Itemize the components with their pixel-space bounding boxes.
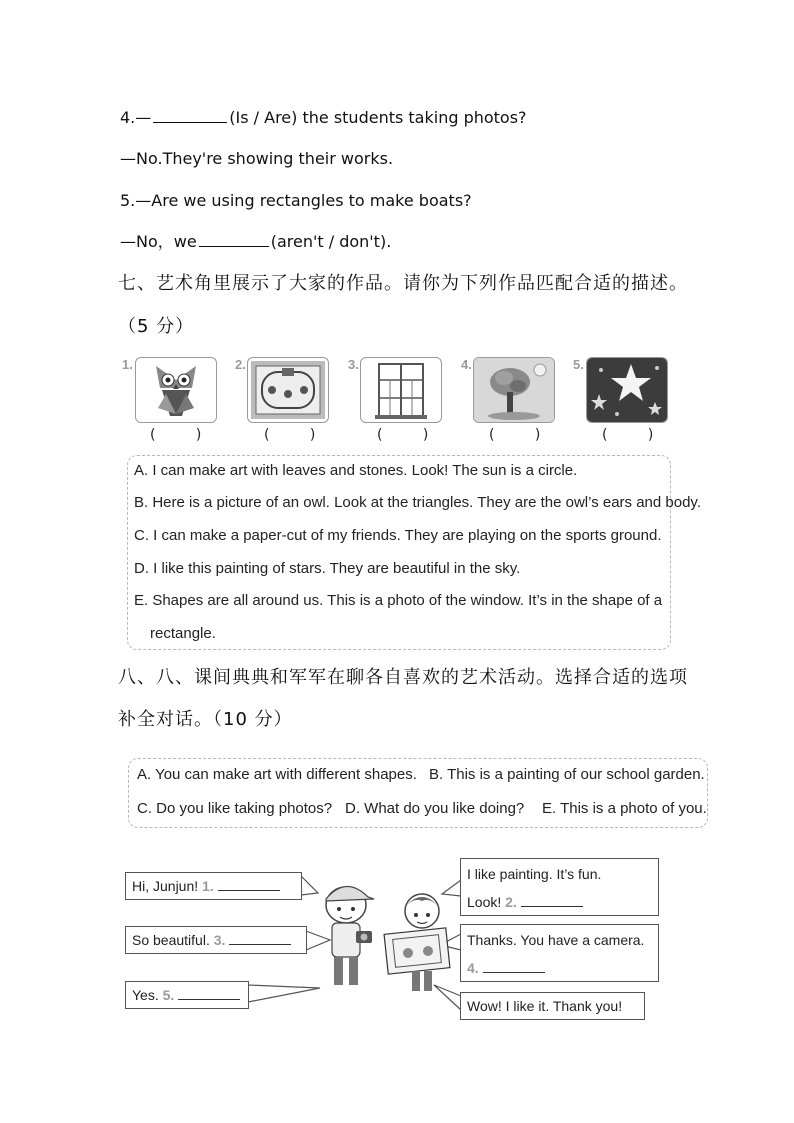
- speech-bubble-left-3: Yes. 5.: [125, 981, 249, 1009]
- question-5b: —No，we (aren't / don't).: [120, 232, 392, 251]
- dialogue-option-c: C. Do you like taking photos?: [137, 800, 333, 817]
- option-a: A. I can make art with leaves and stones. Look! The sun is a circle.: [134, 462, 578, 479]
- answer-parentheses[interactable]: ( ): [489, 427, 559, 443]
- section-7-score: （5 分）: [118, 316, 195, 337]
- answer-blank[interactable]: [218, 878, 280, 891]
- answer-parentheses[interactable]: ( ): [377, 427, 447, 443]
- picture-number: 3.: [348, 357, 359, 372]
- option-e-continued: rectangle.: [150, 625, 216, 642]
- speech-bubble-right-2: Thanks. You have a camera. 4.: [460, 924, 659, 982]
- option-d: D. I like this painting of stars. They are beautiful in the sky.: [134, 560, 521, 577]
- answer-parentheses[interactable]: ( ): [264, 427, 334, 443]
- section-8-title: 八、八、课间典典和军军在聊各自喜欢的艺术活动。选择合适的选项: [118, 667, 688, 688]
- option-b: B. Here is a picture of an owl. Look at the triangles. They are the owl’s ears and body.: [134, 494, 701, 511]
- picture-number: 4.: [461, 357, 472, 372]
- speech-bubble-left-2: So beautiful. 3.: [125, 926, 307, 954]
- picture-number: 2.: [235, 357, 246, 372]
- answer-parentheses[interactable]: ( ): [150, 427, 220, 443]
- picture-number: 5.: [573, 357, 584, 372]
- question-4b: —No.They're showing their works.: [120, 149, 394, 168]
- picture-number: 1.: [122, 357, 133, 372]
- dialogue-option-e: E. This is a photo of you.: [542, 800, 707, 817]
- answer-blank[interactable]: [178, 987, 240, 1000]
- children-illustration: [312, 875, 462, 995]
- dialogue-option-b: B. This is a painting of our school garden.: [429, 766, 705, 783]
- option-c: C. I can make a paper-cut of my friends. They are playing on the sports ground.: [134, 527, 662, 544]
- answer-parentheses[interactable]: ( ): [602, 427, 672, 443]
- speech-bubble-right-3: Wow! I like it. Thank you!: [460, 992, 645, 1020]
- speech-bubble-right-1: I like painting. It’s fun. Look! 2.: [460, 858, 659, 916]
- answer-blank[interactable]: [483, 960, 545, 973]
- speech-bubble-left-1: Hi, Junjun! 1.: [125, 872, 302, 900]
- section-8-title-line2: 补全对话。（10 分）: [118, 709, 293, 730]
- question-4a: 4.— (Is / Are) the students taking photos?: [120, 108, 527, 127]
- option-e: E. Shapes are all around us. This is a photo of the window. It’s in the shape of a: [134, 592, 663, 609]
- question-5a: 5.—Are we using rectangles to make boats?: [120, 191, 472, 210]
- dialogue-option-d: D. What do you like doing?: [345, 800, 525, 817]
- answer-blank[interactable]: [229, 932, 291, 945]
- dialogue-option-a: A. You can make art with different shapes.: [137, 766, 417, 783]
- section-7-title: 七、艺术角里展示了大家的作品。请你为下列作品匹配合适的描述。: [118, 273, 688, 294]
- answer-blank[interactable]: [521, 894, 583, 907]
